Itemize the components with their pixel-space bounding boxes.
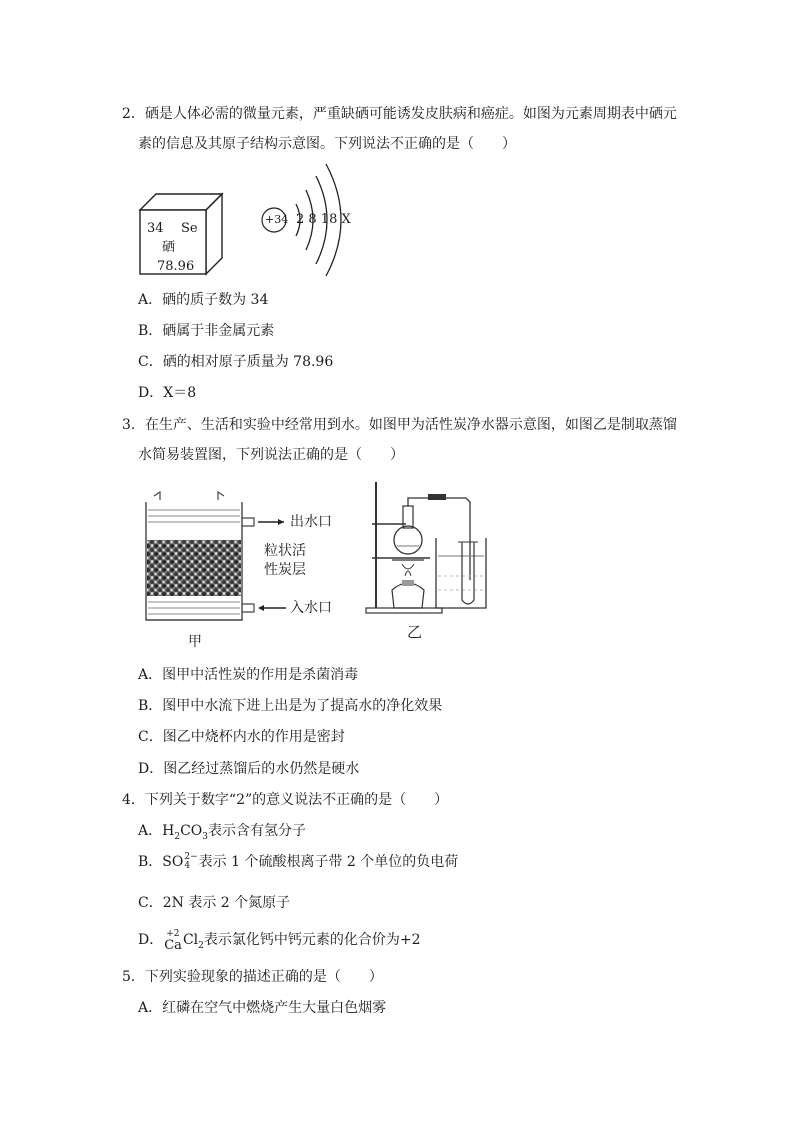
q2-option-c[interactable]: C．硒的相对原子质量为 78.96 <box>138 354 334 370</box>
q4d-ca: Ca <box>164 938 182 953</box>
q3-option-d[interactable]: D．图乙经过蒸馏后的水仍然是硬水 <box>138 761 360 777</box>
atom-nucleus-label: +34 <box>265 213 289 226</box>
q4b-suffix: 表示 1 个硫酸根离子带 2 个单位的负电荷 <box>198 854 459 870</box>
element-symbol: Se <box>181 221 198 236</box>
q5-option-a[interactable]: A．红磷在空气中燃烧产生大量白色烟雾 <box>138 1000 387 1016</box>
q4b-sup: 2− <box>184 852 198 862</box>
q4-option-c[interactable]: C．2N 表示 2 个氮原子 <box>138 895 291 911</box>
q4d-cl: Cl <box>182 932 199 948</box>
q2-stem-line1: 2．硒是人体必需的微量元素，严重缺硒可能诱发皮肤病和癌症。如图为元素周期表中硒元 <box>122 106 677 122</box>
element-name: 硒 <box>162 240 176 255</box>
figure-yi-caption: 乙 <box>407 623 423 641</box>
valence-stack <box>164 928 182 952</box>
q4b-sub: 4 <box>184 861 191 871</box>
q4a-mid: CO <box>180 823 203 839</box>
q3-stem-line2: 水简易装置图，下列说法正确的是（ ） <box>138 447 404 463</box>
q4-option-d[interactable] <box>138 928 421 956</box>
q4-stem: 4．下列关于数字“2”的意义说法不正确的是（ ） <box>122 792 449 808</box>
outlet-label: 出水口 <box>290 514 332 530</box>
element-number: 34 <box>147 221 164 236</box>
atom-shell-electrons: 2 8 18 X <box>296 212 351 227</box>
inlet-label: 入水口 <box>290 600 332 616</box>
q4a-suffix: 表示含有氢分子 <box>208 823 306 839</box>
carbon-layer-label-2: 性炭层 <box>264 562 306 578</box>
q3-option-c[interactable]: C．图乙中烧杯内水的作用是密封 <box>138 729 345 745</box>
q4b-prefix: B．SO <box>138 854 184 870</box>
q4-option-a[interactable] <box>138 821 306 847</box>
carbon-layer-label-1: 粒状活 <box>264 543 306 559</box>
q4a-prefix: A．H <box>138 823 175 839</box>
q4d-valence: +2 <box>166 929 180 939</box>
distillation-apparatus-diagram <box>362 480 492 620</box>
q5-stem: 5．下列实验现象的描述正确的是（ ） <box>122 969 383 985</box>
q4d-prefix: D． <box>138 932 164 948</box>
q4a-sub-1: 2 <box>174 831 181 842</box>
q3-option-b[interactable]: B．图甲中水流下进上出是为了提高水的净化效果 <box>138 698 443 714</box>
q4-option-b[interactable] <box>138 852 458 872</box>
q3-stem-line1: 3．在生产、生活和实验中经常用到水。如图甲为活性炭净水器示意图，如图乙是制取蒸馏 <box>122 417 677 433</box>
q3-option-a[interactable]: A．图甲中活性炭的作用是杀菌消毒 <box>138 667 359 683</box>
q2-option-b[interactable]: B．硒属于非金属元素 <box>138 323 275 339</box>
q4a-sub-2: 3 <box>202 831 208 842</box>
element-mass: 78.96 <box>157 259 195 274</box>
q2-option-a[interactable]: A．硒的质子数为 34 <box>138 292 269 308</box>
q4d-sub: 2 <box>198 940 204 951</box>
q4d-suffix: 表示氯化钙中钙元素的化合价为+2 <box>203 932 421 948</box>
q2-stem-line2: 素的信息及其原子结构示意图。下列说法不正确的是（ ） <box>138 136 516 152</box>
sulfate-charge-stack <box>184 853 197 871</box>
q2-option-d[interactable]: D．X＝8 <box>138 385 197 401</box>
figure-jia-caption: 甲 <box>188 634 202 650</box>
